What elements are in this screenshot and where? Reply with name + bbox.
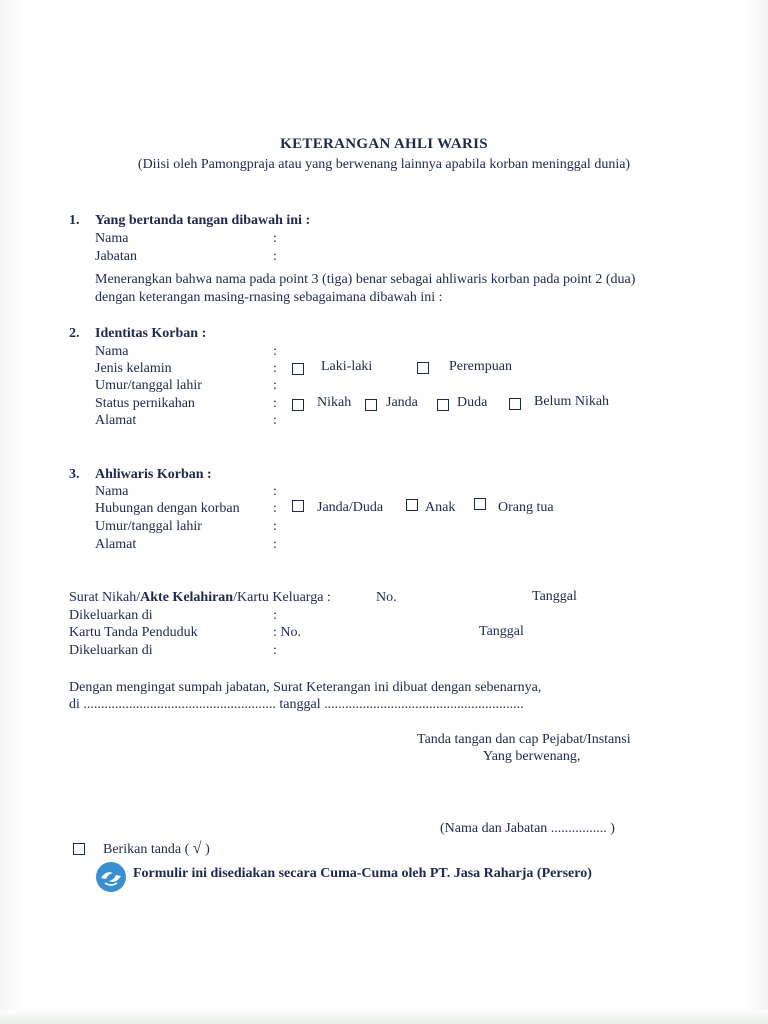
colon: : xyxy=(273,396,277,411)
checkbox-janda[interactable] xyxy=(365,399,377,411)
option-duda: Duda xyxy=(457,395,488,410)
option-belum-nikah: Belum Nikah xyxy=(534,394,610,409)
signature-name-line: (Nama dan Jabatan ................ ) xyxy=(440,821,615,836)
option-anak: Anak xyxy=(425,500,456,515)
legend-checkbox xyxy=(73,843,85,855)
oath-line2: di ....................................................... tanggal ......................................................... xyxy=(69,697,524,712)
checkbox-perempuan[interactable] xyxy=(417,362,429,374)
checkbox-anak[interactable] xyxy=(406,499,418,511)
option-nikah: Nikah xyxy=(317,395,352,410)
signature-line1: Tanda tangan dan cap Pejabat/Instansi xyxy=(417,732,631,747)
colon: : xyxy=(273,344,277,359)
colon: : xyxy=(273,249,277,264)
colon: : xyxy=(273,231,277,246)
section2-field-status: Status pernikahan xyxy=(95,396,195,411)
section2-field-alamat: Alamat xyxy=(95,413,137,428)
section1-statement-line1: Menerangkan bahwa nama pada point 3 (tiga) benar sebagai ahliwaris korban pada point 2 (dua) xyxy=(95,272,636,287)
doc1-no-label: No. xyxy=(376,590,397,605)
doc1-issued-label: Dikeluarkan di xyxy=(69,608,153,623)
colon: : xyxy=(273,537,277,552)
section2-heading: Identitas Korban : xyxy=(95,326,207,341)
section1-field-nama: Nama xyxy=(95,231,129,246)
section2-field-umur: Umur/tanggal lahir xyxy=(95,378,202,393)
option-janda: Janda xyxy=(386,395,418,410)
colon: : xyxy=(273,484,277,499)
checkbox-nikah[interactable] xyxy=(292,399,304,411)
signature-line2: Yang berwenang, xyxy=(483,749,581,764)
section1-heading: Yang bertanda tangan dibawah ini : xyxy=(95,213,311,228)
checkbox-laki-laki[interactable] xyxy=(292,363,304,375)
section3-field-alamat: Alamat xyxy=(95,537,137,552)
section1-field-jabatan: Jabatan xyxy=(95,249,137,264)
document-title: KETERANGAN AHLI WARIS xyxy=(280,136,488,152)
section1-number: 1. xyxy=(69,213,80,228)
checkbox-belum-nikah[interactable] xyxy=(509,398,521,410)
option-laki-laki: Laki-laki xyxy=(321,359,373,374)
doc2-date-label: Tanggal xyxy=(479,624,524,639)
doc2-issued-label: Dikeluarkan di xyxy=(69,643,153,658)
colon: : xyxy=(273,608,277,623)
checkbox-janda-duda[interactable] xyxy=(292,500,304,512)
section1-statement-line2: dengan keterangan masing-rnasing sebagaimana dibawah ini : xyxy=(95,290,443,305)
mark-instruction: Berikan tanda ( √ ) xyxy=(103,840,210,857)
section3-field-nama: Nama xyxy=(95,484,129,499)
document-subtitle: (Diisi oleh Pamongpraja atau yang berwenang lainnya apabila korban meninggal dunia) xyxy=(137,157,631,172)
option-janda-duda: Janda/Duda xyxy=(317,500,384,515)
colon: : xyxy=(273,643,277,658)
section2-field-jenis-kelamin: Jenis kelamin xyxy=(95,361,172,376)
checkbox-orang-tua[interactable] xyxy=(474,498,486,510)
jasa-raharja-logo-icon xyxy=(96,862,126,892)
section2-number: 2. xyxy=(69,326,80,341)
section3-field-umur: Umur/tanggal lahir xyxy=(95,519,202,534)
section2-field-nama: Nama xyxy=(95,344,129,359)
colon: : xyxy=(273,501,277,516)
colon: : xyxy=(273,413,277,428)
doc1-date-label: Tanggal xyxy=(532,589,577,604)
check-mark-icon: √ xyxy=(192,840,202,857)
doc2-no-label: : No. xyxy=(273,625,301,640)
section3-field-hubungan: Hubungan dengan korban xyxy=(95,501,240,516)
colon: : xyxy=(273,519,277,534)
footer-note: Formulir ini disediakan secara Cuma-Cuma oleh PT. Jasa Raharja (Persero) xyxy=(133,866,592,881)
section3-number: 3. xyxy=(69,467,80,482)
colon: : xyxy=(273,378,277,393)
page-bottom-edge xyxy=(0,1010,768,1024)
doc1-label: Surat Nikah/Akte Kelahiran/Kartu Keluarga : xyxy=(69,590,331,605)
checkbox-duda[interactable] xyxy=(437,399,449,411)
oath-line1: Dengan mengingat sumpah jabatan, Surat Keterangan ini dibuat dengan sebenarnya, xyxy=(69,680,542,695)
option-perempuan: Perempuan xyxy=(449,359,512,374)
option-orang-tua: Orang tua xyxy=(498,500,554,515)
colon: : xyxy=(273,361,277,376)
doc2-label: Kartu Tanda Penduduk xyxy=(69,625,198,640)
section3-heading: Ahliwaris Korban : xyxy=(95,467,212,482)
